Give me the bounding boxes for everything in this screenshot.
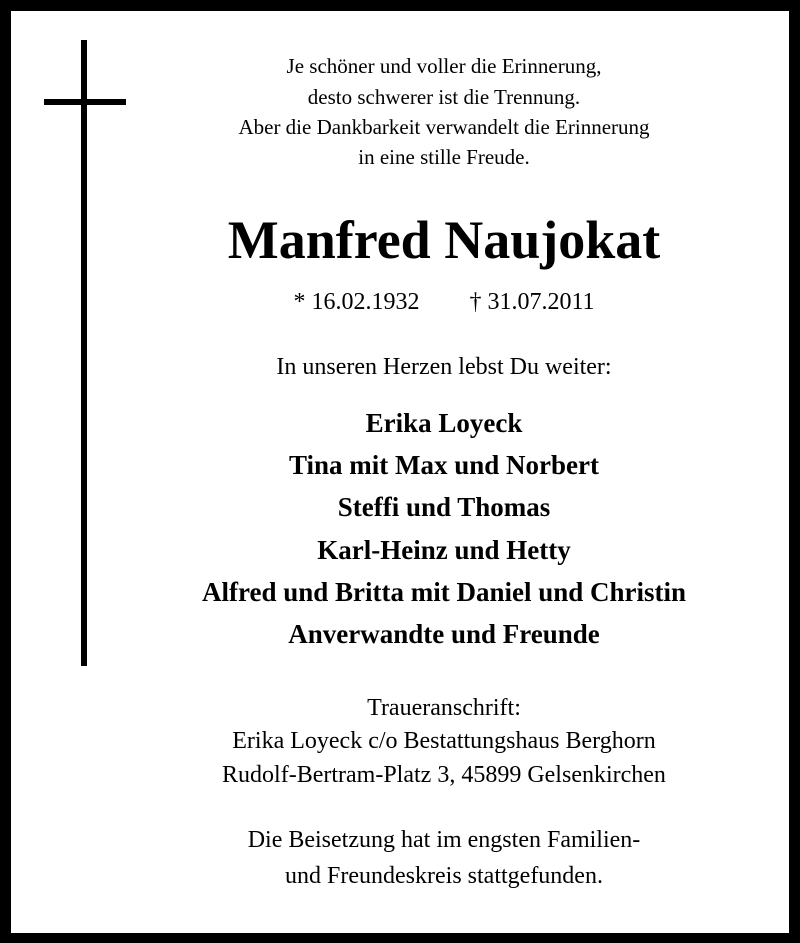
address-line-2: Rudolf-Bertram-Platz 3, 45899 Gelsenkirchen [222,762,666,788]
deceased-name: Manfred Naujokat [227,210,661,270]
birth-date: * 16.02.1932 [293,289,420,315]
mourner-line: Karl-Heinz und Hetty [317,535,571,565]
verse-line-4: in eine stille Freude. [358,145,530,169]
funeral-note-line-2: und Freundeskreis stattgefunden. [285,863,603,889]
verse-line-2: desto schwerer ist die Trennung. [307,85,581,109]
address-line-1: Erika Loyeck c/o Bestattungshaus Berghorn [232,728,656,754]
mourner-line: Alfred und Britta mit Daniel und Christin [201,577,687,607]
verse-line-1: Je schöner und voller die Erinnerung, [286,54,602,78]
funeral-note-line-1: Die Beisetzung hat im engsten Familien- [247,827,641,853]
mourner-line: Erika Loyeck [365,408,523,438]
life-dates [100,287,788,317]
verse-line-3: Aber die Dankbarkeit verwandelt die Erinnerung [238,115,650,139]
mourner-line: Steffi und Thomas [337,492,551,522]
mourner-line: Anverwandte und Freunde [288,619,600,649]
death-date: † 31.07.2011 [469,289,595,315]
intro-text: In unseren Herzen lebst Du weiter: [276,354,612,380]
mourner-line: Tina mit Max und Norbert [288,450,599,480]
address-label: Traueranschrift: [367,695,521,721]
